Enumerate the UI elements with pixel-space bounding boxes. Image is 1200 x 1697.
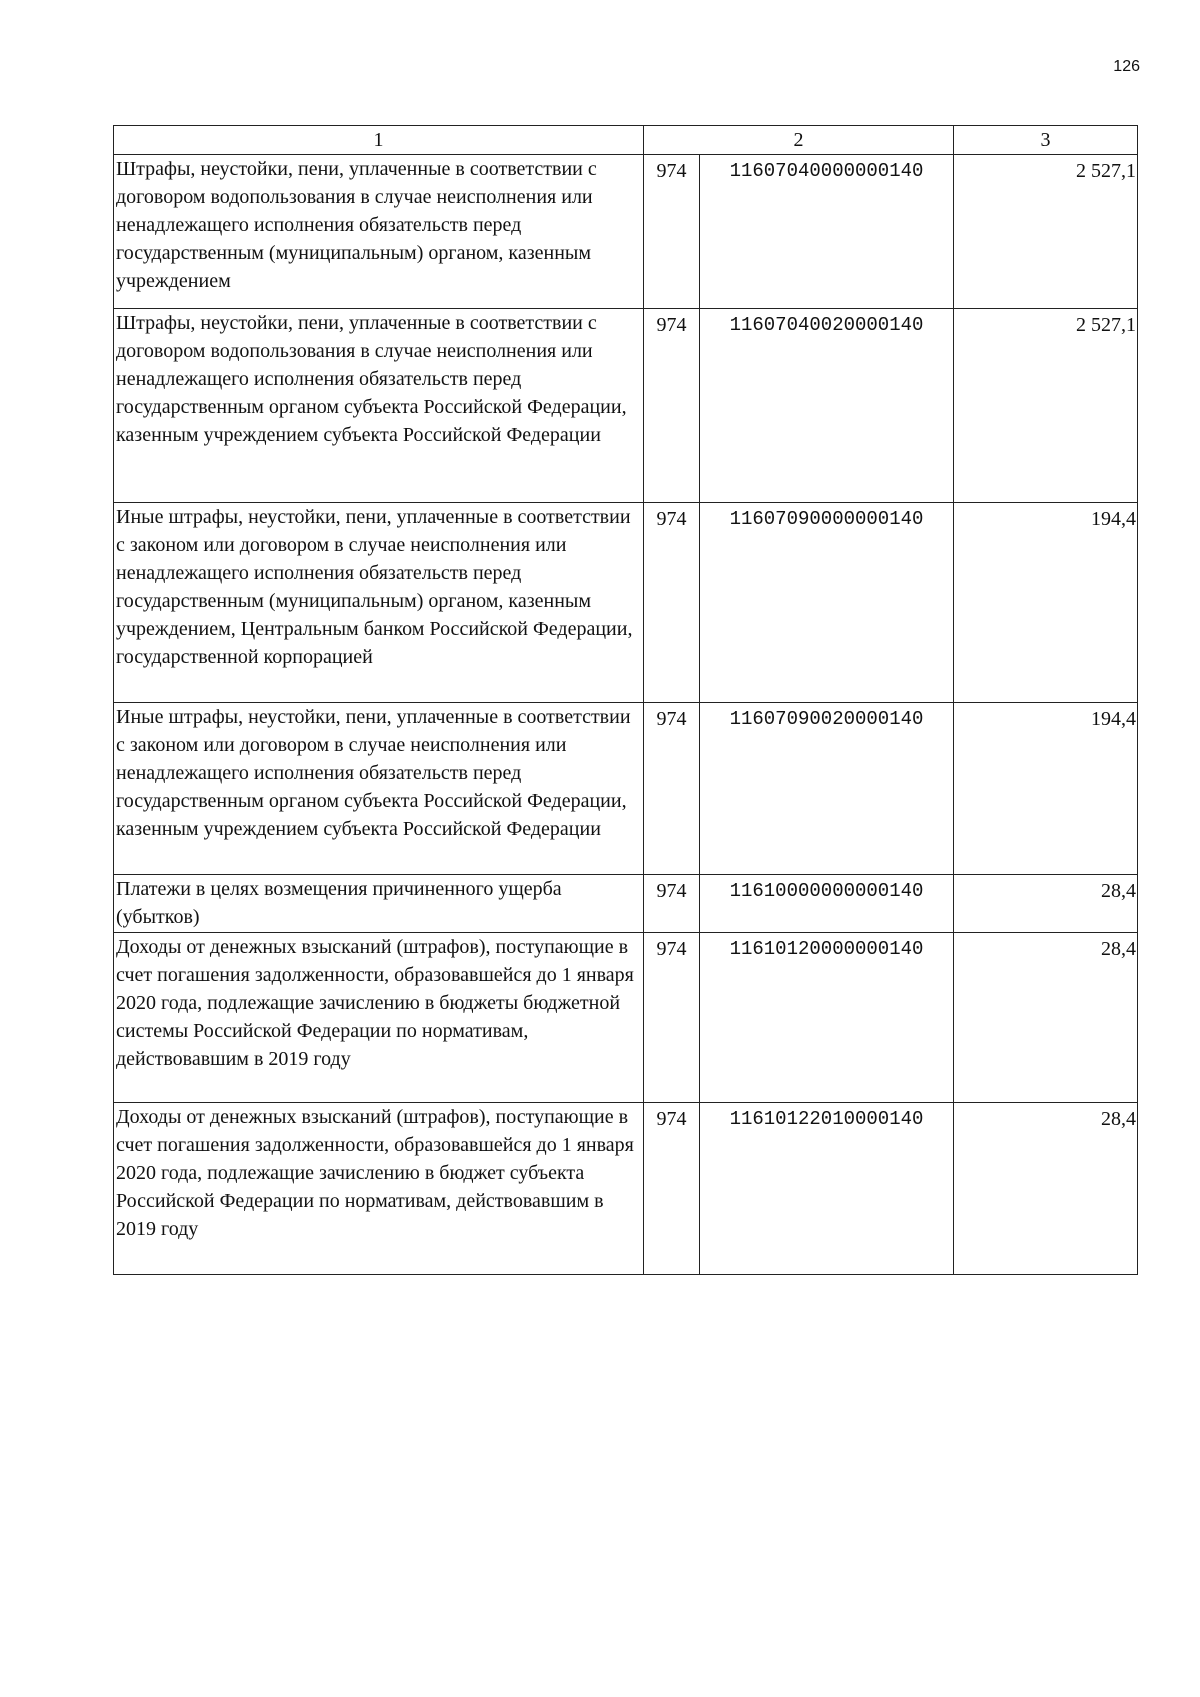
- row-admin-code: 974: [644, 309, 700, 503]
- row-name: Иные штрафы, неустойки, пени, уплаченные в соответствии с законом или договором в случае неисполнения или ненадлежащего исполнения обязательств перед государственным (муниципальным) органом, казенным учреждением, Центральным банком Российской Федерации, государственной корпорацией: [114, 503, 644, 703]
- table-row: [114, 1103, 1138, 1275]
- row-admin-code: 974: [644, 1103, 700, 1275]
- row-classification-code: 11607040000000140: [700, 155, 954, 309]
- header-column-1: 1: [114, 126, 644, 155]
- header-row: [114, 126, 1138, 155]
- row-classification-code: 11607040020000140: [700, 309, 954, 503]
- row-amount: 28,4: [954, 933, 1138, 1103]
- row-admin-code: 974: [644, 503, 700, 703]
- row-admin-code: 974: [644, 703, 700, 875]
- row-name: Иные штрафы, неустойки, пени, уплаченные в соответствии с законом или договором в случае неисполнения или ненадлежащего исполнения обязательств перед государственным органом субъекта Российской Федерации, казенным учреждением субъекта Российской Федерации: [114, 703, 644, 875]
- row-classification-code: 11607090020000140: [700, 703, 954, 875]
- row-name: Доходы от денежных взысканий (штрафов), поступающие в счет погашения задолженности, образовавшейся до 1 января 2020 года, подлежащие зачислению в бюджеты бюджетной системы Российской Федерации по нормативам, действовавшим в 2019 году: [114, 933, 644, 1103]
- budget-revenue-table: [113, 125, 1138, 1275]
- table-row: [114, 155, 1138, 309]
- table-row: [114, 875, 1138, 933]
- row-classification-code: 11610122010000140: [700, 1103, 954, 1275]
- row-amount: 2 527,1: [954, 155, 1138, 309]
- table-row: [114, 703, 1138, 875]
- row-amount: 194,4: [954, 503, 1138, 703]
- table-body: [114, 155, 1138, 1275]
- header-column-2: 2: [644, 126, 954, 155]
- row-name: Доходы от денежных взысканий (штрафов), поступающие в счет погашения задолженности, образовавшейся до 1 января 2020 года, подлежащие зачислению в бюджет субъекта Российской Федерации по нормативам, действовавшим в 2019 году: [114, 1103, 644, 1275]
- row-classification-code: 11607090000000140: [700, 503, 954, 703]
- table-row: [114, 933, 1138, 1103]
- row-name: Штрафы, неустойки, пени, уплаченные в соответствии с договором водопользования в случае неисполнения или ненадлежащего исполнения обязательств перед государственным (муниципальным) органом, казенным учреждением: [114, 155, 644, 309]
- page-number: 126: [1113, 58, 1140, 75]
- row-amount: 28,4: [954, 1103, 1138, 1275]
- row-admin-code: 974: [644, 155, 700, 309]
- table-row: [114, 503, 1138, 703]
- row-amount: 28,4: [954, 875, 1138, 933]
- table-header: [114, 126, 1138, 155]
- row-amount: 194,4: [954, 703, 1138, 875]
- row-name: Платежи в целях возмещения причиненного ущерба (убытков): [114, 875, 644, 933]
- header-column-3: 3: [954, 126, 1138, 155]
- row-admin-code: 974: [644, 875, 700, 933]
- row-amount: 2 527,1: [954, 309, 1138, 503]
- row-classification-code: 11610120000000140: [700, 933, 954, 1103]
- row-classification-code: 11610000000000140: [700, 875, 954, 933]
- row-name: Штрафы, неустойки, пени, уплаченные в соответствии с договором водопользования в случае неисполнения или ненадлежащего исполнения обязательств перед государственным органом субъекта Российской Федерации, казенным учреждением субъекта Российской Федерации: [114, 309, 644, 503]
- row-admin-code: 974: [644, 933, 700, 1103]
- table-row: [114, 309, 1138, 503]
